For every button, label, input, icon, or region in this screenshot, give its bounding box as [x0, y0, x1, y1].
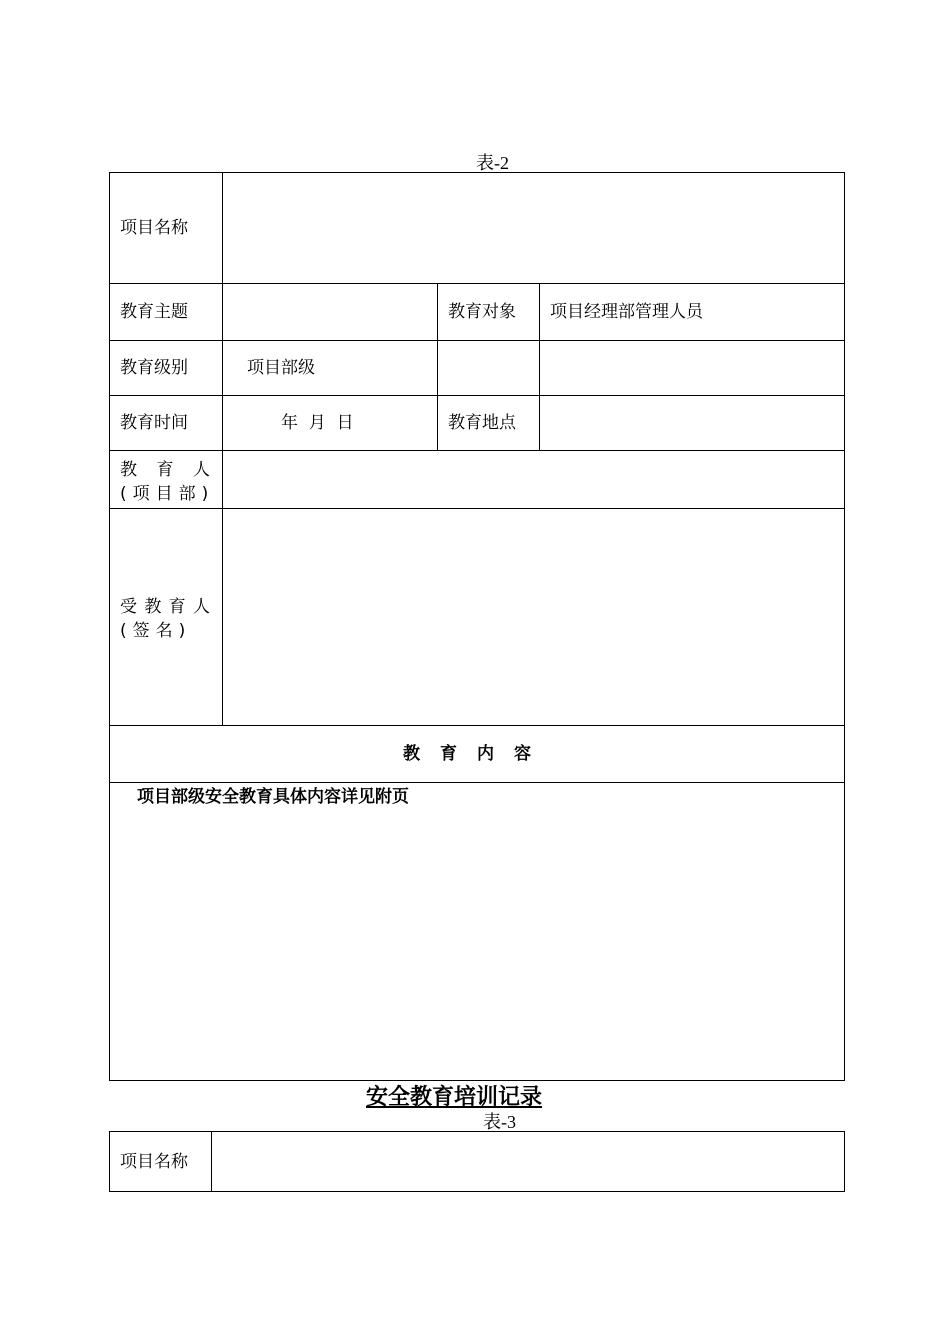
project-name-label: 项目名称	[120, 218, 188, 238]
trainee-label: 受教育人(签名)	[120, 597, 216, 641]
content-heading-cell	[109, 725, 845, 783]
trainee-label-cell	[109, 508, 223, 726]
edu-target-value: 项目经理部管理人员	[550, 302, 703, 322]
edu-level-value-cell[interactable]	[222, 340, 438, 396]
edu-topic-label-cell	[109, 283, 223, 341]
educator-label-cell	[109, 450, 223, 509]
edu-time-label: 教育时间	[120, 413, 188, 433]
edu-topic-label: 教育主题	[120, 302, 188, 322]
edu-time-value-cell[interactable]	[222, 395, 438, 451]
edu-time-label-cell	[109, 395, 223, 451]
blank-cell-a[interactable]	[437, 340, 540, 396]
edu-topic-value-cell[interactable]	[222, 283, 438, 341]
edu-time-value: 年 月 日	[281, 413, 354, 433]
edu-level-label-cell	[109, 340, 223, 396]
edu-target-label: 教育对象	[448, 302, 516, 322]
project-name-value-cell[interactable]	[222, 172, 845, 284]
table3-caption: 表-3	[483, 1112, 516, 1132]
edu-level-value: 项目部级	[247, 358, 315, 378]
content-body-cell[interactable]	[109, 782, 845, 1081]
trainee-signature-cell[interactable]	[222, 508, 845, 726]
edu-place-value-cell[interactable]	[539, 395, 845, 451]
table3-project-name-label-cell	[109, 1131, 212, 1192]
project-name-label-cell	[109, 172, 223, 284]
educator-value-cell[interactable]	[222, 450, 845, 509]
table2-caption: 表-2	[476, 153, 509, 173]
content-text: 项目部级安全教育具体内容详见附页	[137, 787, 409, 807]
table3-project-name-label: 项目名称	[120, 1151, 188, 1172]
edu-target-value-cell[interactable]	[539, 283, 845, 341]
edu-level-label: 教育级别	[120, 358, 188, 378]
record-title: 安全教育培训记录	[366, 1085, 543, 1110]
educator-label: 教育人(项目部)	[120, 459, 216, 504]
edu-place-label: 教育地点	[448, 413, 516, 433]
edu-target-label-cell	[437, 283, 540, 341]
edu-place-label-cell	[437, 395, 540, 451]
blank-cell-b[interactable]	[539, 340, 845, 396]
table3-project-name-value-cell[interactable]	[211, 1131, 845, 1192]
content-heading: 教育内容	[403, 744, 551, 764]
